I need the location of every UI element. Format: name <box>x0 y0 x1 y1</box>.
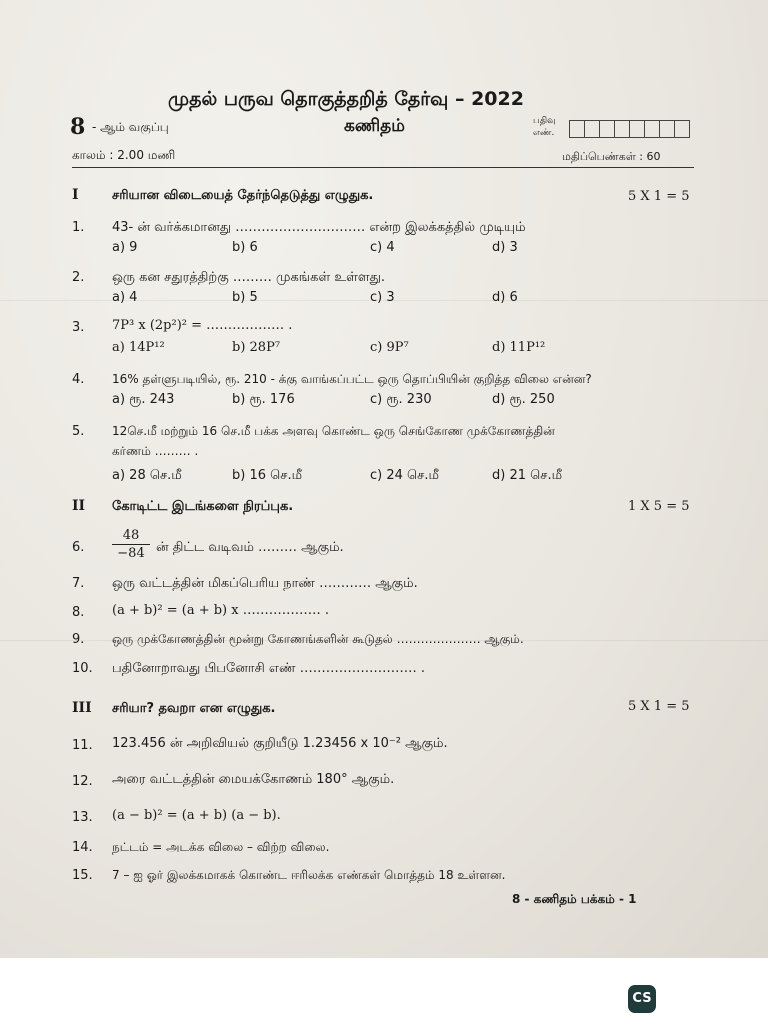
section3-number: III <box>72 700 92 716</box>
question-number: 11. <box>72 738 93 753</box>
question-text: அரை வட்டத்தின் மையக்கோணம் 180° ஆகும். <box>112 772 395 787</box>
option-b: b) 28P⁷ <box>232 340 281 355</box>
question-text: 43- ன் வர்க்கமானது ………………………… என்ற இலக்கத்தில் முடியும் <box>112 220 526 235</box>
question-number: 3. <box>72 320 85 335</box>
question-number: 9. <box>72 632 85 647</box>
grade-number: 8 <box>70 114 86 140</box>
grade-text: - ஆம் வகுப்பு <box>92 120 169 134</box>
question-text: 7 – ஐ ஓர் இலக்கமாகக் கொண்ட ஈரிலக்க எண்கள் மொத்தம் 18 உள்ளன. <box>112 868 506 882</box>
option-b: b) 5 <box>232 290 258 305</box>
question-text: நட்டம் = அடக்க விலை – விற்ற விலை. <box>112 840 330 854</box>
question-number: 5. <box>72 424 85 439</box>
fraction-denominator: −84 <box>117 546 145 561</box>
question-text: (a + b)² = (a + b) x ……………… . <box>112 603 329 618</box>
question-text: ஒரு முக்கோணத்தின் மூன்று கோணங்களின் கூடுதல் ………………… ஆகும். <box>112 632 524 646</box>
question-text: பதினோறாவது பிபனோசி எண் ……………………… . <box>112 661 425 676</box>
question-number: 8. <box>72 605 85 620</box>
option-d: d) 11P¹² <box>492 340 546 355</box>
option-c: c) 4 <box>370 240 395 255</box>
question-number: 12. <box>72 774 93 789</box>
question-number: 10. <box>72 661 93 676</box>
camscanner-logo: CS <box>628 985 656 1013</box>
question-text: ன் திட்ட வடிவம் ……… ஆகும். <box>156 540 344 555</box>
section1-title: சரியான விடையைத் தேர்ந்தெடுத்து எழுதுக. <box>112 188 374 203</box>
question-number: 13. <box>72 810 93 825</box>
option-c: c) 3 <box>370 290 395 305</box>
register-number-boxes <box>570 120 690 138</box>
option-d: d) ரூ. 250 <box>492 392 555 407</box>
register-label: பதிவு <box>533 116 556 126</box>
option-a: a) 9 <box>112 240 138 255</box>
question-number: 6. <box>72 540 85 555</box>
option-c: c) 9P⁷ <box>370 340 409 355</box>
question-text: 123.456 ன் அறிவியல் குறியீடு 1.23456 x 10⁻² ஆகும். <box>112 736 448 751</box>
option-d: d) 3 <box>492 240 518 255</box>
option-a: a) 14P¹² <box>112 340 165 355</box>
max-marks: மதிப்பெண்கள் : 60 <box>562 150 661 163</box>
option-a: a) 28 செ.மீ <box>112 468 182 483</box>
question-text: 7P³ x (2p²)² = ……………… . <box>112 318 293 333</box>
question-text: 16% தள்ளுபடியில், ரூ. 210 - க்கு வாங்கப்பட்ட ஒரு தொப்பியின் குறித்த விலை என்ன? <box>112 372 592 386</box>
question-text-continued: கர்ணம் ……… . <box>112 444 199 458</box>
option-d: d) 21 செ.மீ <box>492 468 563 483</box>
exam-duration: காலம் : 2.00 மணி <box>72 148 176 162</box>
option-c: c) 24 செ.மீ <box>370 468 439 483</box>
option-a: a) 4 <box>112 290 138 305</box>
question-number: 15. <box>72 868 93 883</box>
question-number: 14. <box>72 840 93 855</box>
section3-marks: 5 X 1 = 5 <box>628 699 690 714</box>
option-b: b) ரூ. 176 <box>232 392 295 407</box>
option-d: d) 6 <box>492 290 518 305</box>
register-label-2: எண். <box>533 128 555 138</box>
section1-number: I <box>72 187 79 203</box>
option-c: c) ரூ. 230 <box>370 392 432 407</box>
exam-title: முதல் பருவ தொகுத்தறித் தேர்வு – 2022 <box>168 88 524 110</box>
option-b: b) 16 செ.மீ <box>232 468 303 483</box>
question-number: 7. <box>72 576 85 591</box>
question-text: 12செ.மீ மற்றும் 16 செ.மீ பக்க அளவு கொண்ட ஒரு செங்கோண முக்கோணத்தின் <box>112 424 555 438</box>
section1-marks: 5 X 1 = 5 <box>628 189 690 204</box>
question-number: 2. <box>72 270 85 285</box>
header-divider <box>72 167 694 168</box>
section2-title: கோடிட்ட இடங்களை நிரப்புக. <box>112 499 294 514</box>
fraction <box>112 528 150 561</box>
section3-title: சரியா? தவறா என எழுதுக. <box>112 701 276 716</box>
page-footer: 8 - கணிதம் பக்கம் - 1 <box>512 892 637 906</box>
subject-title: கணிதம் <box>344 116 405 136</box>
fraction-numerator: 48 <box>112 528 150 545</box>
section2-marks: 1 X 5 = 5 <box>628 499 690 514</box>
question-number: 1. <box>72 220 85 235</box>
question-number: 4. <box>72 372 85 387</box>
option-a: a) ரூ. 243 <box>112 392 175 407</box>
question-text: ஒரு கன சதுரத்திற்கு ……… முகங்கள் உள்ளது. <box>112 270 385 285</box>
question-text: (a − b)² = (a + b) (a − b). <box>112 808 281 823</box>
question-text: ஒரு வட்டத்தின் மிகப்பெரிய நாண் ………… ஆகும். <box>112 576 418 591</box>
section2-number: II <box>72 498 86 514</box>
option-b: b) 6 <box>232 240 258 255</box>
